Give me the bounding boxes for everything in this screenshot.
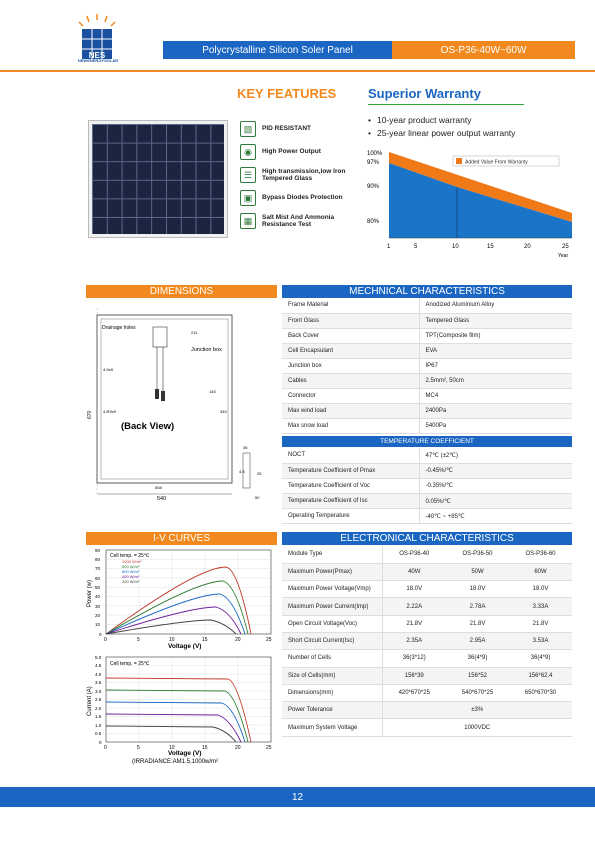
y-tick: 3.5 <box>95 680 102 685</box>
legend-item: 800 W/m² <box>122 564 140 569</box>
feature-item: ◉ High Power Output <box>240 143 362 161</box>
table-cell: IP67 <box>419 358 572 373</box>
table-row <box>282 343 572 358</box>
table-cell: Frame Material <box>282 298 419 313</box>
table-cell: Maximum System Voltage <box>282 719 382 736</box>
temperature-table <box>282 448 572 524</box>
dim-508: 508 <box>155 485 162 490</box>
dim-holes: 4-9x9 <box>103 367 114 372</box>
warranty-chart <box>365 150 575 260</box>
table-cell: Tempered Glass <box>419 313 572 328</box>
page-footer <box>0 787 595 807</box>
x-axis-label: Voltage (V) <box>168 643 202 650</box>
table-cell: Maximum Power Voltage(Vmp) <box>282 581 382 598</box>
electrical-header: ELECTRONICAL CHARACTERISTICS <box>282 532 572 545</box>
feature-item: ☰ High transmission,low Iron Tempered Glass <box>240 166 362 184</box>
table-row <box>282 719 572 736</box>
dim-4-5: 4.5 <box>239 469 245 474</box>
table-cell: OS-P36-40 <box>382 546 446 563</box>
x-tick: 25 <box>562 244 569 250</box>
legend-item: 400 W/m² <box>122 574 140 579</box>
table-cell: Back Cover <box>282 328 419 343</box>
table-cell: 2.95A <box>446 632 509 649</box>
junction-label: Junction box <box>191 347 222 353</box>
x-tick: 0 <box>104 745 107 751</box>
dim-340: 340 <box>220 409 227 414</box>
table-cell: Max wind load <box>282 404 419 419</box>
table-cell: TPT(Composite film) <box>419 328 572 343</box>
table-row <box>282 463 572 478</box>
table-cell: 1000VDC <box>382 719 572 736</box>
table-row <box>282 563 572 580</box>
y-tick: 60 <box>95 576 101 581</box>
warranty-item: • 25-year linear power output warranty <box>368 128 515 138</box>
table-cell: 36(4*9) <box>509 650 572 667</box>
warranty-legend: Added Value From Warranty <box>465 159 528 166</box>
table-row <box>282 419 572 434</box>
table-cell: Maximum Power(Pmax) <box>282 563 382 580</box>
table-cell: 36(3*12) <box>382 650 446 667</box>
y-tick: 30 <box>95 604 101 609</box>
y-axis-label: Current (A) <box>87 686 93 716</box>
x-tick: 15 <box>202 745 208 751</box>
table-row <box>282 650 572 667</box>
solar-panel-image <box>88 120 228 238</box>
table-row <box>282 389 572 404</box>
table-cell: Maximum Power Current(Imp) <box>282 598 382 615</box>
table-cell: 36(4*9) <box>446 650 509 667</box>
table-cell: 2.78A <box>446 598 509 615</box>
table-cell: Cables <box>282 373 419 388</box>
y-tick: 20 <box>95 613 101 618</box>
table-cell: 3.53A <box>509 632 572 649</box>
table-cell: 540*670*25 <box>446 684 509 701</box>
y-tick: 2.5 <box>95 697 102 702</box>
y-tick: 97% <box>367 160 380 166</box>
y-tick: 100% <box>367 151 383 157</box>
dim-145: 145 <box>209 389 216 394</box>
y-tick: 50 <box>95 585 101 590</box>
table-row <box>282 684 572 701</box>
product-model: OS-P36-40W~60W <box>392 41 575 59</box>
table-cell: 3.33A <box>509 598 572 615</box>
table-cell: 18.0V <box>509 581 572 598</box>
y-tick: 80% <box>367 219 380 225</box>
table-cell: 156*62.4 <box>509 667 572 684</box>
table-row <box>282 328 572 343</box>
table-row <box>282 298 572 313</box>
table-cell: 40W <box>382 563 446 580</box>
power-icon: ◉ <box>240 144 256 160</box>
table-cell: 2.22A <box>382 598 446 615</box>
diode-icon: ▣ <box>240 190 256 206</box>
cell-temp-label: Cell temp. = 25℃ <box>110 553 150 559</box>
table-cell: 420*670*25 <box>382 684 446 701</box>
table-cell: 5400Pa <box>419 419 572 434</box>
dim-25: 25 <box>257 471 262 476</box>
electrical-table <box>282 546 572 737</box>
table-cell: Anodized Aluminium Alloy <box>419 298 572 313</box>
dim-50: 50 <box>255 495 260 500</box>
table-row <box>282 509 572 524</box>
table-cell: 21.8V <box>382 615 446 632</box>
x-tick: 15 <box>202 637 208 643</box>
table-cell: Module Type <box>282 546 382 563</box>
y-tick: 0 <box>99 740 102 745</box>
y-tick: 3.0 <box>95 689 102 694</box>
y-tick: 90 <box>95 548 101 553</box>
back-view-label: (Back View) <box>121 421 175 432</box>
y-tick: 4.5 <box>95 663 102 668</box>
logo-subtitle: NEWENERGYSOLAR <box>77 58 119 63</box>
table-cell: Junction box <box>282 358 419 373</box>
table-cell: 18.0V <box>382 581 446 598</box>
y-tick: 0 <box>99 632 102 637</box>
table-row <box>282 448 572 463</box>
table-row <box>282 358 572 373</box>
table-cell: 47℃ (±2℃) <box>419 448 572 463</box>
table-cell: 60W <box>509 563 572 580</box>
table-cell: -0.35%/℃ <box>419 478 572 493</box>
table-cell: OS-P36-50 <box>446 546 509 563</box>
mechanical-header: MECHNICAL CHARACTERISTICS <box>282 285 572 298</box>
table-cell: OS-P36-60 <box>509 546 572 563</box>
x-tick: 15 <box>487 244 494 250</box>
y-tick: 4.0 <box>95 672 102 677</box>
table-cell: NOCT <box>282 448 419 463</box>
warranty-list <box>368 115 515 141</box>
warranty-area-blue <box>389 163 572 238</box>
table-row <box>282 702 572 719</box>
x-tick: 20 <box>524 244 531 250</box>
current-voltage-chart <box>88 654 278 766</box>
table-cell: 156*39 <box>382 667 446 684</box>
table-cell: ±3% <box>382 702 572 719</box>
warranty-underline <box>368 104 524 105</box>
x-axis-label: Voltage (V) <box>168 750 202 757</box>
x-tick: 10 <box>452 244 459 250</box>
dim-211: 211 <box>191 330 198 335</box>
table-cell: Front Glass <box>282 313 419 328</box>
table-row <box>282 546 572 563</box>
y-tick: 1.0 <box>95 723 102 728</box>
table-cell: 650*670*30 <box>509 684 572 701</box>
logo-brand: NES <box>88 51 106 60</box>
y-axis-label: Power (w) <box>87 579 93 607</box>
table-row <box>282 478 572 493</box>
table-row <box>282 581 572 598</box>
temperature-header: TEMPERATURE COEFFICIENT <box>282 436 572 447</box>
table-cell: Open Circuit Voltage(Voc) <box>282 615 382 632</box>
dimensions-header: DIMENSIONS <box>86 285 277 298</box>
features-list <box>240 120 362 235</box>
feature-item: ▣ Bypass Diodes Protection <box>240 189 362 207</box>
x-tick: 5 <box>137 745 140 751</box>
table-cell: Connector <box>282 389 419 404</box>
table-row <box>282 373 572 388</box>
table-cell: Temperature Coefficient of Voc <box>282 478 419 493</box>
x-tick: 5 <box>414 244 418 250</box>
table-cell: 18.0V <box>446 581 509 598</box>
x-tick: 10 <box>169 745 175 751</box>
cell-temp-label: Cell temp. = 25℃ <box>110 661 150 667</box>
dim-35: 35 <box>243 445 248 450</box>
x-tick: 20 <box>235 637 241 643</box>
table-cell: 50W <box>446 563 509 580</box>
x-tick: 25 <box>266 637 272 643</box>
table-cell: 21.8V <box>509 615 572 632</box>
key-features-title: KEY FEATURES <box>237 86 337 101</box>
y-tick: 0.5 <box>95 731 102 736</box>
x-tick: 10 <box>169 637 175 643</box>
table-row <box>282 632 572 649</box>
warranty-title: Superior Warranty <box>368 86 481 101</box>
y-tick: 80 <box>95 557 101 562</box>
glass-icon: ☰ <box>240 167 256 183</box>
dim-width: 540 <box>157 496 167 502</box>
table-cell: Cell Encapsulant <box>282 343 419 358</box>
table-cell: Temperature Coefficient of Pmax <box>282 463 419 478</box>
table-row <box>282 494 572 509</box>
table-cell: 156*52 <box>446 667 509 684</box>
dim-holes-r: 4-R9x9 <box>103 409 116 414</box>
title-bar <box>163 41 575 59</box>
feature-item: ▧ PID RESISTANT <box>240 120 362 138</box>
legend-item: 200 W/m² <box>122 579 140 584</box>
table-cell: -0.45%/℃ <box>419 463 572 478</box>
table-cell: 2400Pa <box>419 404 572 419</box>
table-row <box>282 615 572 632</box>
table-row <box>282 313 572 328</box>
legend-item: 600 W/m² <box>122 569 140 574</box>
shield-icon: ▧ <box>240 121 256 137</box>
table-cell: 2.35A <box>382 632 446 649</box>
table-cell: -40℃ ~ +85℃ <box>419 509 572 524</box>
table-cell: 21.8V <box>446 615 509 632</box>
x-tick: 25 <box>266 745 272 751</box>
table-cell: Temperature Coefficient of Isc <box>282 494 419 509</box>
company-logo <box>72 12 122 62</box>
table-cell: Max snow load <box>282 419 419 434</box>
y-tick: 2.0 <box>95 706 102 711</box>
x-tick: 1 <box>387 244 391 250</box>
table-cell: MC4 <box>419 389 572 404</box>
y-tick: 90% <box>367 184 380 190</box>
header-divider <box>0 70 595 72</box>
table-row <box>282 404 572 419</box>
table-cell: Power Tolerance <box>282 702 382 719</box>
table-row <box>282 598 572 615</box>
irradiance-note: (IRRADIANCE:AM1.5,1000w/m² <box>132 759 219 765</box>
table-cell: Short Circuit Current(Isc) <box>282 632 382 649</box>
iv-curves-header: I-V CURVES <box>86 532 277 545</box>
drainage-label: Drainage holes <box>102 325 136 331</box>
table-cell: Number of Cells <box>282 650 382 667</box>
table-cell: Size of Cells(mm) <box>282 667 382 684</box>
y-tick: 1.5 <box>95 714 102 719</box>
x-tick: 0 <box>104 637 107 643</box>
power-voltage-chart <box>88 547 278 650</box>
warranty-item: • 10-year product warranty <box>368 115 515 125</box>
legend-item: 1000 W/m² <box>122 559 142 564</box>
table-cell: 2.5mm², 50cm <box>419 373 572 388</box>
feature-item: ▦ Salt Mist And Ammonia Resistance Test <box>240 212 362 230</box>
mechanical-table <box>282 298 572 434</box>
table-cell: 0.05%/℃ <box>419 494 572 509</box>
y-tick: 10 <box>95 622 101 627</box>
table-cell: Operating Temperature <box>282 509 419 524</box>
x-tick: 5 <box>137 637 140 643</box>
product-title: Polycrystalline Silicon Soler Panel <box>163 41 392 59</box>
dim-height: 670 <box>87 410 93 419</box>
y-tick: 5.0 <box>95 655 102 660</box>
y-tick: 40 <box>95 594 101 599</box>
dimensions-drawing <box>85 303 275 508</box>
salt-mist-icon: ▦ <box>240 213 256 229</box>
table-cell: Dimensions(mm) <box>282 684 382 701</box>
page-number: 12 <box>291 791 304 803</box>
x-tick: 20 <box>235 745 241 751</box>
table-cell: EVA <box>419 343 572 358</box>
y-tick: 70 <box>95 566 101 571</box>
table-row <box>282 667 572 684</box>
x-unit: Year <box>558 253 569 259</box>
